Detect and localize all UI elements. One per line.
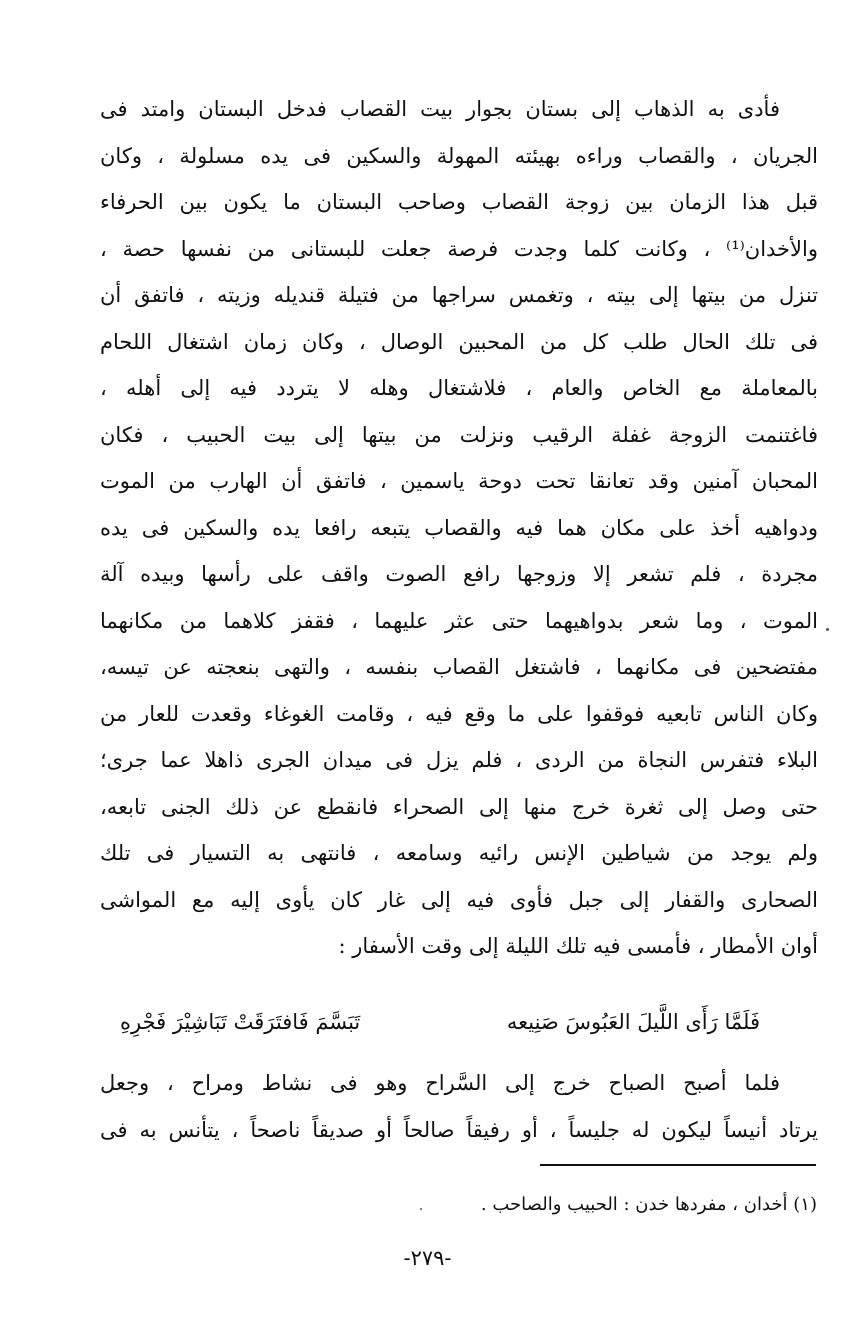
text-line: فلما أصبح الصباح خرج إلى السَّراح وهو فى نشاط ومراح ، وجعل (100, 1071, 780, 1095)
footnote: (١) أخدان ، مفردها خدن : الحبيب والصاحب . (480, 1194, 817, 1215)
text-line: ولم يوجد من شياطين الإنس رائيه وسامعه ، فانتهى به التسيار فى تلك (100, 841, 818, 865)
main-paragraph (100, 86, 818, 970)
poetry-verse (120, 996, 760, 1048)
footnote-divider (540, 1164, 816, 1166)
text-line: الصحارى والقفار إلى جبل فأوى فيه إلى غار كان يأوى إليه مع المواشى (100, 887, 818, 912)
text-line: قبل هذا الزمان بين زوجة القصاب وصاحب البستان ما يكون بين الحرفاء (100, 190, 818, 214)
text-line: فأدى به الذهاب إلى بستان بجوار بيت القصاب فدخل البستان وامتد فى (100, 97, 780, 121)
text-line: المحبان آمنين وقد تعانقا تحت دوحة ياسمين ، فاتفق أن الهارب من الموت (100, 469, 818, 493)
scan-speck (420, 1208, 422, 1210)
text-line: البلاء فتفرس النجاة من الردى ، فلم يزل فى ميدان الجرى ذاهلا عما جرى؛ (100, 748, 818, 772)
text-line: أوان الأمطار ، فأمسى فيه تلك الليلة إلى وقت الأسفار : (338, 934, 818, 958)
text-line: مجردة ، فلم تشعر إلا وزوجها رافع الصوت واقف على رأسها وبيده آلة (100, 562, 818, 586)
scan-speck (826, 628, 829, 631)
page-number: -٢٧٩- (403, 1246, 452, 1270)
text-line: مفتضحين فى مكانهما ، فاشتغل القصاب بنفسه ، والتهى بنعجته عن تيسه، (100, 655, 818, 679)
verse-second-hemistich: تَبَسَّمَ فَافتَرَقَتْ تَبَاشِيْرَ فَجْرِهِ (120, 1010, 361, 1034)
text-line: فى تلك الحال طلب كل من المحبين الوصال ، وكان زمان اشتغال اللحام (100, 329, 818, 354)
text-line: حتى وصل إلى ثغرة خرج منها إلى الصحراء فانقطع عن ذلك الجنى تابعه، (100, 794, 818, 819)
text-line: الموت ، وما شعر بدواهيهما حتى عثر عليهما ، فقفز كلاهما من مكانهما (100, 608, 818, 633)
text-line: وكان الناس تابعيه فوقفوا على ما وقع فيه ، وقامت الغوغاء وقعدت للعار من (100, 701, 818, 726)
text-line: بالمعاملة مع الخاص والعام ، فلاشتغال وهله لا يتردد فيه إلى أهله ، (100, 376, 818, 400)
text-line: تنزل من بيتها إلى بيته ، وتغمس سراجها من فتيلة قنديله وزيته ، فاتفق أن (100, 283, 818, 307)
verse-first-hemistich: فَلَمَّا رَأَى اللَّيلَ العَبُوسَ صَنِيعه (506, 1010, 760, 1034)
text-line: والأخدان⁽¹⁾ ، وكانت كلما وجدت فرصة جعلت للبستانى من نفسها حصة ، (100, 236, 818, 261)
text-line: يرتاد أنيساً ليكون له جليساً ، أو رفيقاً صالحاً أو صديقاً ناصحاً ، يتأنس به فى (100, 1117, 818, 1142)
text-line: الجريان ، والقصاب وراءه بهيئته المهولة والسكين فى يده مسلولة ، وكان (100, 143, 818, 168)
text-line: فاغتنمت الزوجة غفلة الرقيب ونزلت من بيتها إلى بيت الحبيب ، فكان (100, 422, 818, 447)
second-paragraph (100, 1060, 818, 1153)
text-line: ودواهيه أخذ على مكان هما فيه والقصاب يتبعه رافعا يده والسكين فى يده (100, 515, 818, 540)
